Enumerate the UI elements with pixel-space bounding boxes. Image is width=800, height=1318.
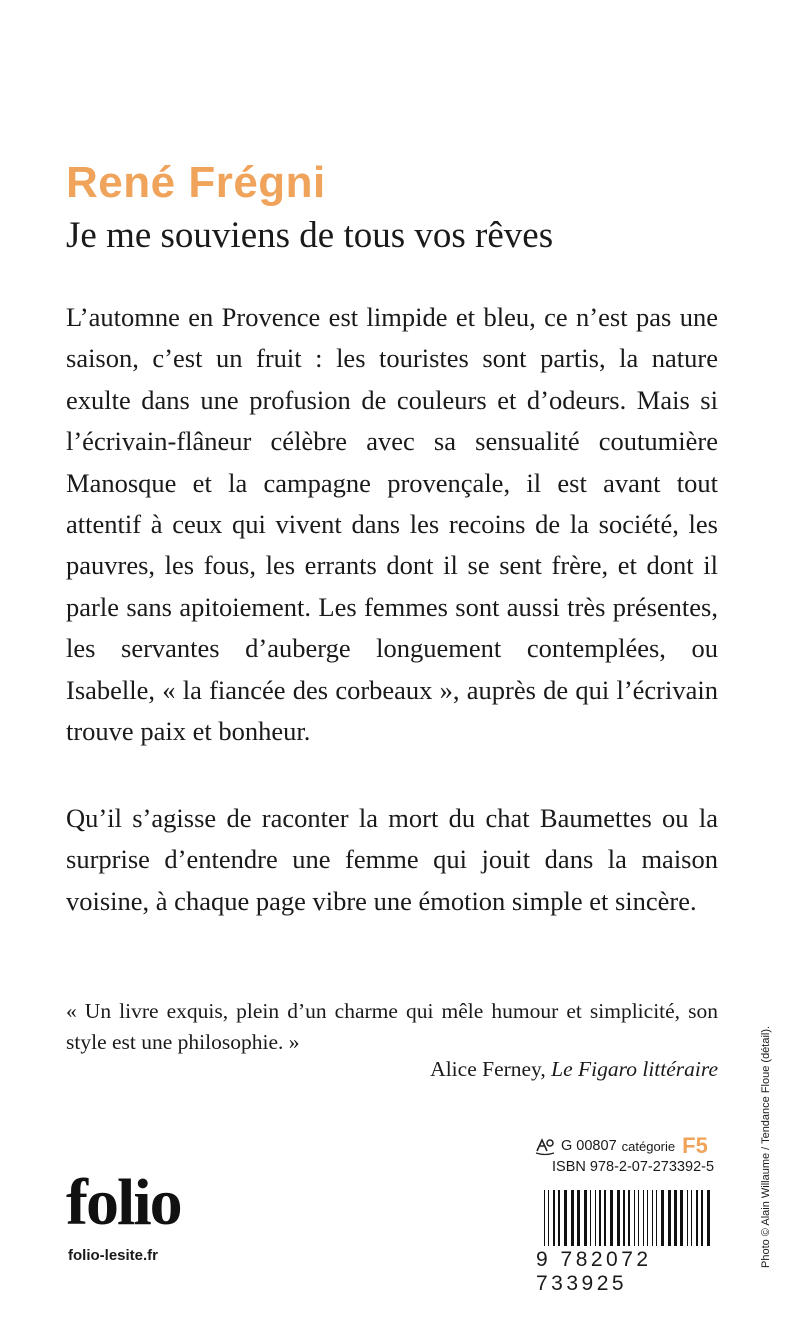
barcode-bar [674,1190,677,1246]
isbn: ISBN 978-2-07-273392-5 [552,1159,715,1175]
category-label: catégorie [621,1138,676,1154]
barcode-bar [634,1190,635,1246]
folio-seal-icon [534,1136,556,1156]
barcode-bar [628,1190,630,1246]
barcode-bar [701,1190,703,1246]
photo-credit: Photo © Alain Willaume / Tendance Floue (détail). [760,1025,772,1268]
folio-logo: folio [66,1166,181,1239]
publisher-website: folio-lesite.fr [68,1247,159,1264]
barcode-bar [577,1190,580,1246]
author-name: René Frégni [66,158,326,207]
barcode-number: 9 782072 733925 [536,1248,652,1295]
barcode-bar [558,1190,560,1246]
barcode-bar [548,1190,549,1246]
barcode-bar [599,1190,601,1246]
barcode-bar [584,1190,587,1246]
catalog-code: G 00807 [561,1138,617,1154]
barcode-bar [623,1190,625,1246]
barcode-bar [652,1190,653,1246]
blurb-paragraph-1: L’automne en Provence est limpide et bleu, ce n’est pas une saison, c’est un fruit : les touristes sont partis, la nature exulte dans une profusion de couleurs et d’odeurs. Mais si l’écrivain-flâneur célèbre avec sa sensualité coutumière Manosque et la campagne provençale, il est avant tout attentif à ceux qui vivent dans les recoins de la société, les pauvres, les fous, les errants dont il se sent frère, et dont il parle sans apitoiement. Les femmes sont aussi très présentes, les servantes d’auberge longuement contemplées, ou Isabelle, « la fiancée des corbeaux », auprès de qui l’écrivain trouve paix et bonheur. [66,302,718,747]
barcode-bar [680,1190,683,1246]
barcode-bar [617,1190,620,1246]
barcode-bar [687,1190,688,1246]
barcode-bar [643,1190,644,1246]
barcode-bars [536,1190,722,1246]
barcode-bar [595,1190,596,1246]
barcode-bar [553,1190,555,1246]
review-quote: « Un livre exquis, plein d’un charme qui mêle humour et simplicité, son style est une philosophie. » [66,999,718,1054]
barcode-bar [647,1190,648,1246]
barcode-bar [604,1190,606,1246]
barcode-bar [590,1190,591,1246]
barcode-bar [707,1190,710,1246]
book-title: Je me souviens de tous vos rêves [66,215,554,256]
quote-author: Alice Ferney, [430,1057,546,1081]
barcode-bar [668,1190,671,1246]
barcode-bar [661,1190,664,1246]
catalog-line [534,1133,720,1159]
quote-attribution [430,1054,718,1085]
category-code: F5 [682,1133,708,1158]
quote-source: Le Figaro littéraire [551,1057,718,1081]
barcode-bar [696,1190,698,1246]
barcode-bar [544,1190,545,1246]
barcode-bar [610,1190,613,1246]
barcode-bar [691,1190,692,1246]
barcode-bar [656,1190,657,1246]
barcode-bar [638,1190,639,1246]
blurb-paragraph-2: Qu’il s’agisse de raconter la mort du chat Baumettes ou la surprise d’entendre une femme qui jouit dans la maison voisine, à chaque page vibre une émotion simple et sincère. [66,803,718,916]
barcode-bar [564,1190,567,1246]
barcode-bar [571,1190,574,1246]
